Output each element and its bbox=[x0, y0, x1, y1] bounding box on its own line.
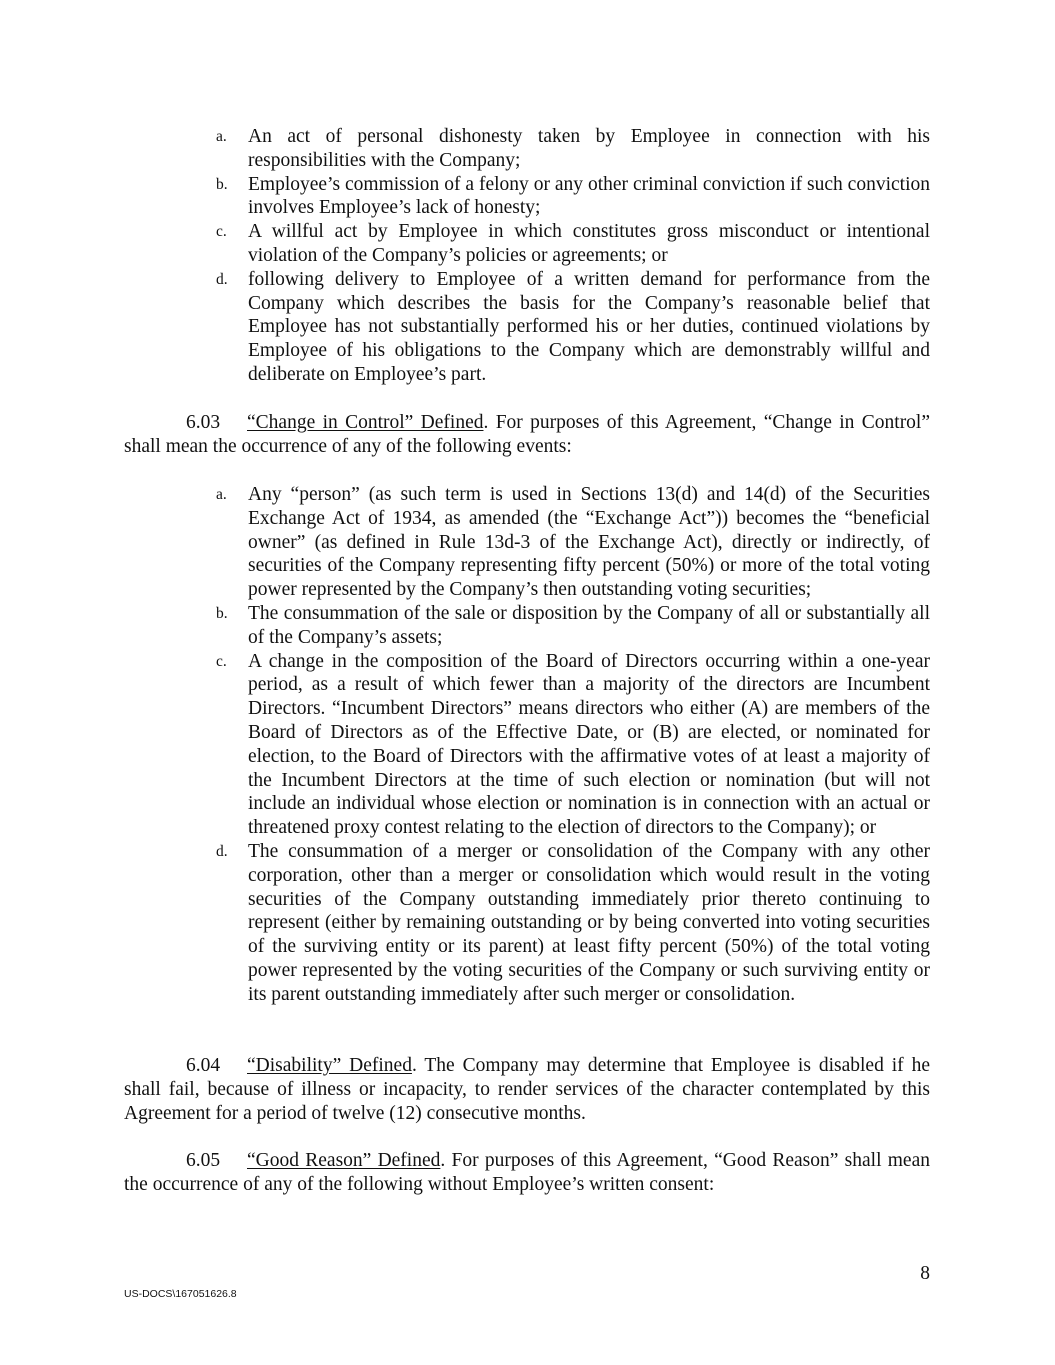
list-item-text: A willful act by Employee in which constitutes gross misconduct or intentional violation of the Company’s policies or agreements; or bbox=[248, 221, 930, 266]
list-item bbox=[0, 220, 1055, 268]
list-item bbox=[0, 268, 1055, 387]
list-item-text: Employee’s commission of a felony or any other criminal conviction if such conviction involves Employee’s lack of honesty; bbox=[248, 173, 930, 219]
list-marker: a. bbox=[216, 128, 227, 145]
section-number: 6.04 bbox=[186, 1055, 221, 1076]
section-number: 6.05 bbox=[186, 1150, 221, 1171]
section-body: . For purposes of this Agreement, “Change in Control” shall mean the occurrence of any of the following events: bbox=[124, 412, 931, 457]
list-item-text: An act of personal dishonesty taken by Employee in connection with his responsibilities with the Company; bbox=[248, 126, 930, 171]
section-6-05 bbox=[124, 1149, 930, 1197]
section-6-03 bbox=[124, 411, 930, 459]
section-6-04 bbox=[124, 1054, 930, 1125]
list-marker: d. bbox=[216, 270, 228, 288]
list-marker: b. bbox=[216, 175, 228, 193]
list-item bbox=[0, 483, 1055, 602]
page-number: 8 bbox=[920, 1263, 930, 1284]
list-item bbox=[0, 125, 1055, 173]
list-marker: c. bbox=[216, 652, 227, 670]
section-heading: “Change in Control” Defined bbox=[247, 412, 484, 433]
section-body: . For purposes of this Agreement, “Good Reason” shall mean the occurrence of any of the following without Employee’s written consent: bbox=[124, 1150, 930, 1195]
list-item bbox=[0, 840, 1055, 1007]
document-id: US-DOCS\167051626.8 bbox=[124, 1288, 237, 1300]
list-marker: c. bbox=[216, 223, 227, 241]
list-item-text: Any “person” (as such term is used in Sections 13(d) and 14(d) of the Securities Exchange Act of 1934, as amended (the “Exchange Act”)) becomes the “beneficial owner” (as defined in Rule 13d-3 of the Exchange Act), directly or indirectly, of securities of the Company representing fifty percent (50%) or more of the total voting power represented by the Company’s then outstanding voting securities; bbox=[248, 484, 930, 601]
section-heading: “Good Reason” Defined bbox=[247, 1150, 441, 1171]
list-item bbox=[0, 602, 1055, 650]
list-item bbox=[0, 650, 1055, 840]
list-item-text: A change in the composition of the Board of Directors occurring within a one-year period, as a result of which fewer than a majority of the directors are Incumbent Directors. “Incumbent Directors” means directors who either (A) are members of the Board of Directors as of the Effective Date, or (B) are elected, or nominated for election, to the Board of Directors with the affirmative votes of at least a majority of the Incumbent Directors at the time of such election or nomination (but will not include an individual whose election or nomination is in connection with an actual or threatened proxy contest relating to the election of directors to the Company); or bbox=[248, 650, 930, 839]
section-heading: “Disability” Defined bbox=[247, 1055, 412, 1076]
list-item-text: The consummation of the sale or disposition by the Company of all or substantially all of the Company’s assets; bbox=[248, 602, 930, 648]
change-in-control-list bbox=[0, 483, 1055, 1007]
list-marker: b. bbox=[216, 604, 228, 622]
section-number: 6.03 bbox=[186, 412, 221, 433]
termination-cause-list bbox=[0, 125, 1055, 387]
section-body: . The Company may determine that Employee is disabled if he shall fail, because of illness or incapacity, to render services of the character contemplated by this Agreement for a period of twelve (12) consecutive months. bbox=[124, 1055, 930, 1124]
list-item-text: The consummation of a merger or consolidation of the Company with any other corporation, other than a merger or consolidation which would result in the voting securities of the Company outstanding immediately prior thereto continuing to represent (either by remaining outstanding or by being converted into voting securities of the surviving entity or its parent) at least fifty percent (50%) of the total voting power represented by the voting securities of the Company or such surviving entity or its parent outstanding immediately after such merger or consolidation. bbox=[248, 840, 930, 1005]
list-item-text: following delivery to Employee of a written demand for performance from the Company which describes the basis for the Company’s reasonable belief that Employee has not substantially performed his or her duties, continued violations by Employee of his obligations to the Company which are demonstrably willful and deliberate on Employee’s part. bbox=[248, 268, 930, 385]
list-marker: a. bbox=[216, 486, 227, 503]
list-item bbox=[0, 173, 1055, 221]
list-marker: d. bbox=[216, 842, 228, 860]
